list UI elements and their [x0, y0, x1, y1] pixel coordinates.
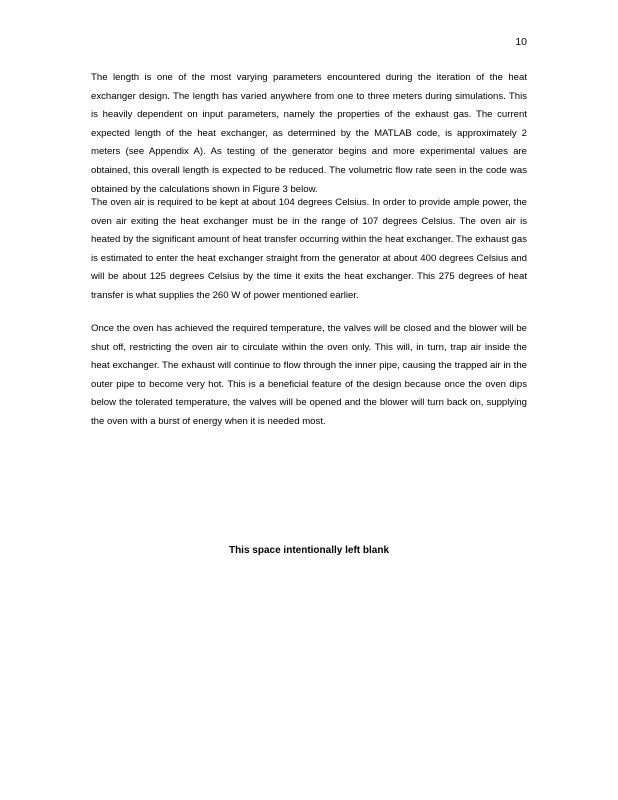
- paragraph-heat-exchanger-length: The length is one of the most varying parameters encountered during the iteration of the heat exchanger design. The length has varied anywhere from one to three meters during simulations. This is heavily dependent on input parameters, namely the properties of the exhaust gas. The current expected length of the heat exchanger, as determined by the MATLAB code, is approximately 2 meters (see Appendix A). As testing of the generator begins and more experimental values are obtained, this overall length is expected to be reduced. The volumetric flow rate seen in the code was obtained by the calculations shown in Figure 3 below.: [91, 72, 527, 195]
- paragraph-valves-and-blower: Once the oven has achieved the required temperature, the valves will be closed and the blower will be shut off, restricting the oven air to circulate within the oven only. This will, in turn, trap air inside the heat exchanger. The exhaust will continue to flow through the inner pipe, causing the trapped air in the outer pipe to become very hot. This is a beneficial feature of the design because once the oven dips below the tolerated temperature, the valves will be opened and the blower will turn back on, supplying the oven with a burst of energy when it is needed most.: [91, 323, 527, 427]
- paragraph-oven-air-temperature: The oven air is required to be kept at about 104 degrees Celsius. In order to provide ample power, the oven air exiting the heat exchanger must be in the range of 107 degrees Celsius. The oven air is heated by the significant amount of heat transfer occurring within the heat exchanger. The exhaust gas is estimated to enter the heat exchanger straight from the generator at about 400 degrees Celsius and will be about 125 degrees Celsius by the time it exits the heat exchanger. This 275 degrees of heat transfer is what supplies the 260 W of power mentioned earlier.: [91, 197, 527, 301]
- page-number: 10: [515, 36, 527, 48]
- intentionally-blank-note: This space intentionally left blank: [228, 545, 390, 556]
